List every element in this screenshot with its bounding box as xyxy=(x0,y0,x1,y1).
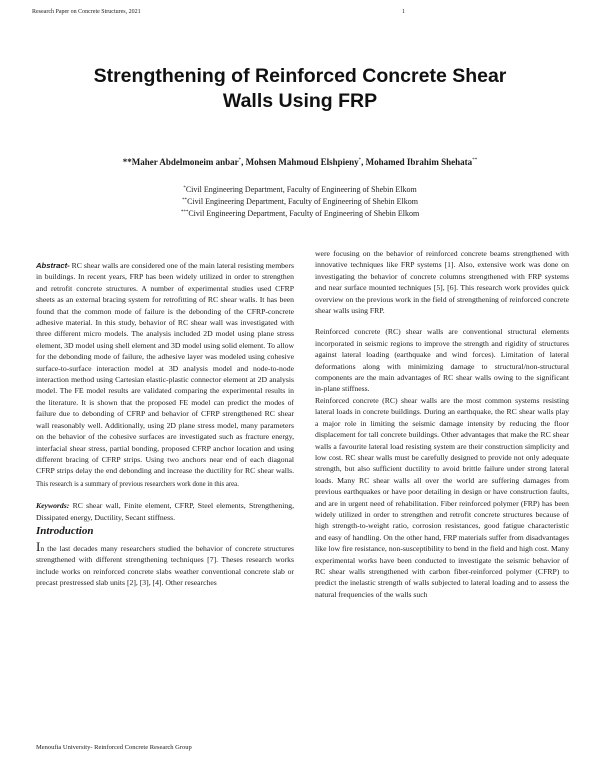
affiliation-mark: *** xyxy=(180,210,189,215)
dropcap: I xyxy=(36,538,41,554)
author-separator: , xyxy=(361,157,366,167)
author-1: **Maher Abdelmoneim anbar xyxy=(122,157,239,167)
keywords xyxy=(36,500,294,523)
affiliation-mark: * xyxy=(183,186,186,191)
title-line-2: Walls Using FRP xyxy=(222,90,378,112)
keywords-label: Keywords: xyxy=(36,501,70,511)
author-separator: , xyxy=(241,157,246,167)
page-number: 1 xyxy=(402,9,405,15)
affiliation-text: Civil Engineering Department, Faculty of Engineering of Shebin Elkom xyxy=(185,185,417,194)
affiliation-text: Civil Engineering Department, Faculty of Engineering of Shebin Elkom xyxy=(187,197,418,206)
paragraph-3: Reinforced concrete (RC) shear walls are the most common systems resisting lateral loads in concrete buildings. During an earthquake, the RC shear walls play a major role in limiting the seismic damage intensity by reducing the floor displacement for tall concrete buildings. Other advantages that make the RC shear walls a favourite lateral load resisting system are their construction simplicity and low cost. RC shear walls must be carefully designed to provide not only adequate strength, but also sufficient ductility to avoid brittle failure under strong lateral loads. Many RC shear walls all over the world are suffering damages from previous earthquakes or have poor detailing in design or have construction faults, and are in urgent need of rehabilitation. Fiber reinforced polymer (FRP) has been widely utilized in order to strengthen and retrofit concrete structures because of high strength-to-weight ratio, corrosion resistances, good fatigue characteristic and easy of handling. On the other hand, FRP materials suffer from disadvantages like low fire resistance, non-susceptibility to bend in the field and high cost. Many experimental works have been conducted to investigate the seismic behavior of RC shear walls strengthened with carbon fiber-reinforced polymer (CFRP) to predict the inelastic strength of walls subjected to lateral loading and to assess the natural frequencies of the walls such xyxy=(315,395,569,599)
affiliation-mark: ** xyxy=(182,198,188,203)
author-3: Mohamed Ibrahim Shehata xyxy=(365,157,473,167)
abstract xyxy=(36,260,294,490)
author-2-mark: * xyxy=(358,158,362,163)
affiliation-text: Civil Engineering Department, Faculty of Engineering of Shebin Elkom xyxy=(188,209,420,218)
affiliation-2 xyxy=(0,195,600,207)
right-column xyxy=(315,248,569,600)
introduction-paragraph xyxy=(36,538,294,589)
paper-title xyxy=(20,64,580,114)
author-2: Mohsen Mahmoud Elshpieny xyxy=(245,157,359,167)
title-line-1: Strengthening of Reinforced Concrete Shear xyxy=(93,65,507,87)
abstract-text: RC shear walls are considered one of the main lateral resisting members in buildings. In recent years, FRP has been widely utilized in order to strengthen and retrofit concrete structures. A number of experimental studies used CFRP sheets as an external bracing system for retrofitting of RC shear walls. It has been found that the common mode of failure is the debonding of the CFRP-concrete adhesive material. In this study, behavior of RC shear wall was investigated with three different micro models. The analysis included 2D model using plane stress element, 3D model using shell element and 3D model using solid element. To allow for the debonding mode of failure, the adhesive layer was modeled using cohesive surface-to-surface interaction model at 3D analysis model and node-to-node interaction method using Cartesian elastic-plastic connector element at 2D analysis model. The FE model results are validated comparing the experimental results in the literature. It is shown that the proposed FE model can predict the modes of failure due to debonding of CFRP and behavior of CFRP strengthened RC shear wall reasonably well. Additionally, using 2D plane stress model, many parameters on the behavior of the cohesive surfaces are investigated such as fracture energy, interfacial shear stress, partial bonding, proposed CFRP anchor location and using different bracing of CFRP strips. Using two anchors near end of each diagonal CFRP strips delay the end debonding and increase the ductility for RC shear walls. xyxy=(36,261,294,476)
affiliation-1 xyxy=(0,183,600,195)
paragraph-2: Reinforced concrete (RC) shear walls are conventional structural elements incorporated in seismic regions to improve the strength and rigidity of structures against lateral loading (earthquake and wind forces). Limitation of lateral deformations along with minimizing damage to structural/non-structural components are the main advantages of RC shear walls owing to the significant in-plane stiffness. xyxy=(315,327,569,394)
author-1-mark: * xyxy=(238,158,242,163)
introduction-text: n the last decades many researchers studied the behavior of concrete structures strengthened with different strengthening techniques [7]. Theses research works include works on reinforced concrete slabs weather conventional concrete slab or precast prestressed slab units [2], [3], [4]. Other researches xyxy=(36,543,294,588)
page-footer: Menoufia University- Reinforced Concrete Research Group xyxy=(36,744,192,751)
left-column xyxy=(36,260,294,589)
author-list xyxy=(0,157,600,167)
running-head: Research Paper on Concrete Structures, 2021 xyxy=(32,9,141,15)
abstract-label: Abstract- xyxy=(36,261,70,270)
introduction-heading: Introduction xyxy=(36,524,94,537)
affiliation-3 xyxy=(0,207,600,219)
abstract-note: This research is a summary of previous researchers work done in this area. xyxy=(36,480,239,488)
affiliations xyxy=(0,183,600,219)
paragraph-1: were focusing on the behavior of reinforced concrete beams strengthened with innovative techniques like FRP systems [1]. Also, extensive work was done on investigating the behavior of concrete columns strengthened with FRP systems and near surface mounted techniques [5], [6]. This research work provides quick overview on the previous work in the field of strengthening of reinforced concrete shear walls using FRP. xyxy=(315,249,569,316)
author-3-mark: ** xyxy=(472,158,478,163)
keywords-text: RC shear wall, Finite element, CFRP, Steel elements, Strengthening, Dissipated energy, Ductility, Secant stiffness. xyxy=(36,501,294,522)
